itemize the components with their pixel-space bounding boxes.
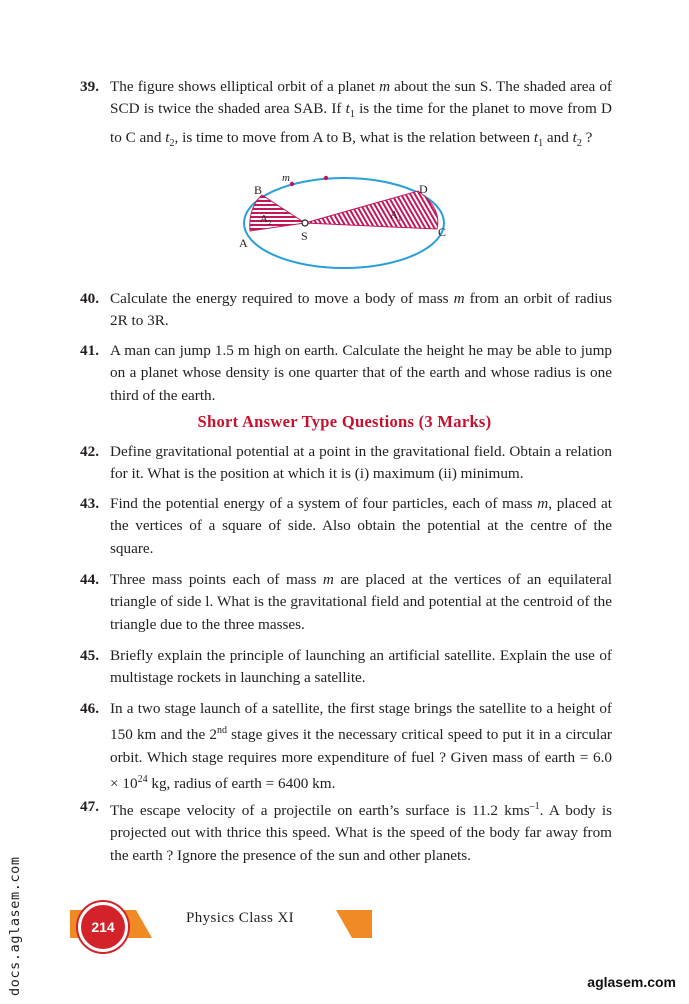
question-text: Three mass points each of mass m are placed at the vertices of an equilateral triangle of side l. What is the gravitational field and potential at the centroid of the triangle due to the three masses. <box>110 571 613 633</box>
question-number: 42. <box>80 443 99 460</box>
planet-dot <box>324 176 328 180</box>
question-number: 44. <box>80 571 99 588</box>
question-text: Define gravitational potential at a point in the gravitational field. Obtain a relation for it. What is the position at which it is (i) maximum (ii) minimum. <box>110 443 612 483</box>
question-text: Briefly explain the principle of launching an artificial satellite. Explain the use of multistage rockets in launching a satellite. <box>110 647 612 687</box>
label-c: C <box>438 225 447 239</box>
question-text: Calculate the energy required to move a body of mass m from an orbit of radius 2R to 3R. <box>110 290 612 330</box>
orbit-figure <box>230 168 460 280</box>
question-number: 46. <box>80 700 99 717</box>
question-text: In a two stage launch of a satellite, the first stage brings the satellite to a height of 150 km and the 2nd stage gives it the necessary critical speed to put it in a circular orbit. Which stage requires more expenditure of fuel ? Given mass of earth = $6.0 \times 10^{24}$ kg, radius of earth = 6400 km. <box>110 700 612 793</box>
question-text: The figure shows elliptical orbit of a planet m about the sun S. The shaded area of SCD is twice the shaded area SAB. If $t_1$ is the time for the planet to move from D to C and $t_2$, is time to move from A to B, what is the relation between $t_1$ and $t_2$ ? <box>110 78 612 149</box>
label-m: m <box>282 172 290 184</box>
question-text: Find the potential energy of a system of four particles, each of mass m, placed at the vertices of a square of side. Also obtain the potential at the centre of the square. <box>110 495 612 557</box>
section-heading: Short Answer Type Questions (3 Marks) <box>197 412 492 431</box>
question-number: 41. <box>80 342 99 359</box>
question-number: 40. <box>80 290 99 307</box>
side-url: docs.aglasem.com <box>7 856 23 996</box>
book-title: Physics Class XI <box>186 910 295 926</box>
shaded-area-a1 <box>305 191 438 229</box>
question-number: 47. <box>80 798 99 815</box>
question-number: 43. <box>80 495 99 512</box>
question-text: A man can jump 1.5 m high on earth. Calculate the height he may be able to jump on a planet whose density is one quarter that of the earth and whose radius is one third of the earth. <box>110 342 612 404</box>
label-a: A <box>239 236 248 250</box>
label-b: B <box>254 183 263 197</box>
sun-point <box>302 220 308 226</box>
question-number: 45. <box>80 647 99 664</box>
shaded-area-a2 <box>250 195 305 231</box>
question-number: 39. <box>80 78 99 95</box>
footer-bar-right <box>336 910 372 938</box>
planet-m <box>290 182 294 186</box>
label-a1: A <box>390 209 398 221</box>
brand-label: aglasem.com <box>587 974 676 990</box>
label-a2: A <box>260 213 268 225</box>
label-s: S <box>301 229 308 243</box>
label-a1-sub: 1 <box>398 215 402 223</box>
page-number-badge: 214 <box>78 902 128 952</box>
label-a2-sub: 2 <box>268 219 272 227</box>
question-text: The escape velocity of a projectile on earth’s surface is 11.2 kms$^{-1}$. A body is projected out with thrice this speed. What is the speed of the body far away from the earth ? Ignore the presence of the sun and other planets. <box>110 801 613 864</box>
label-d: D <box>419 182 428 196</box>
